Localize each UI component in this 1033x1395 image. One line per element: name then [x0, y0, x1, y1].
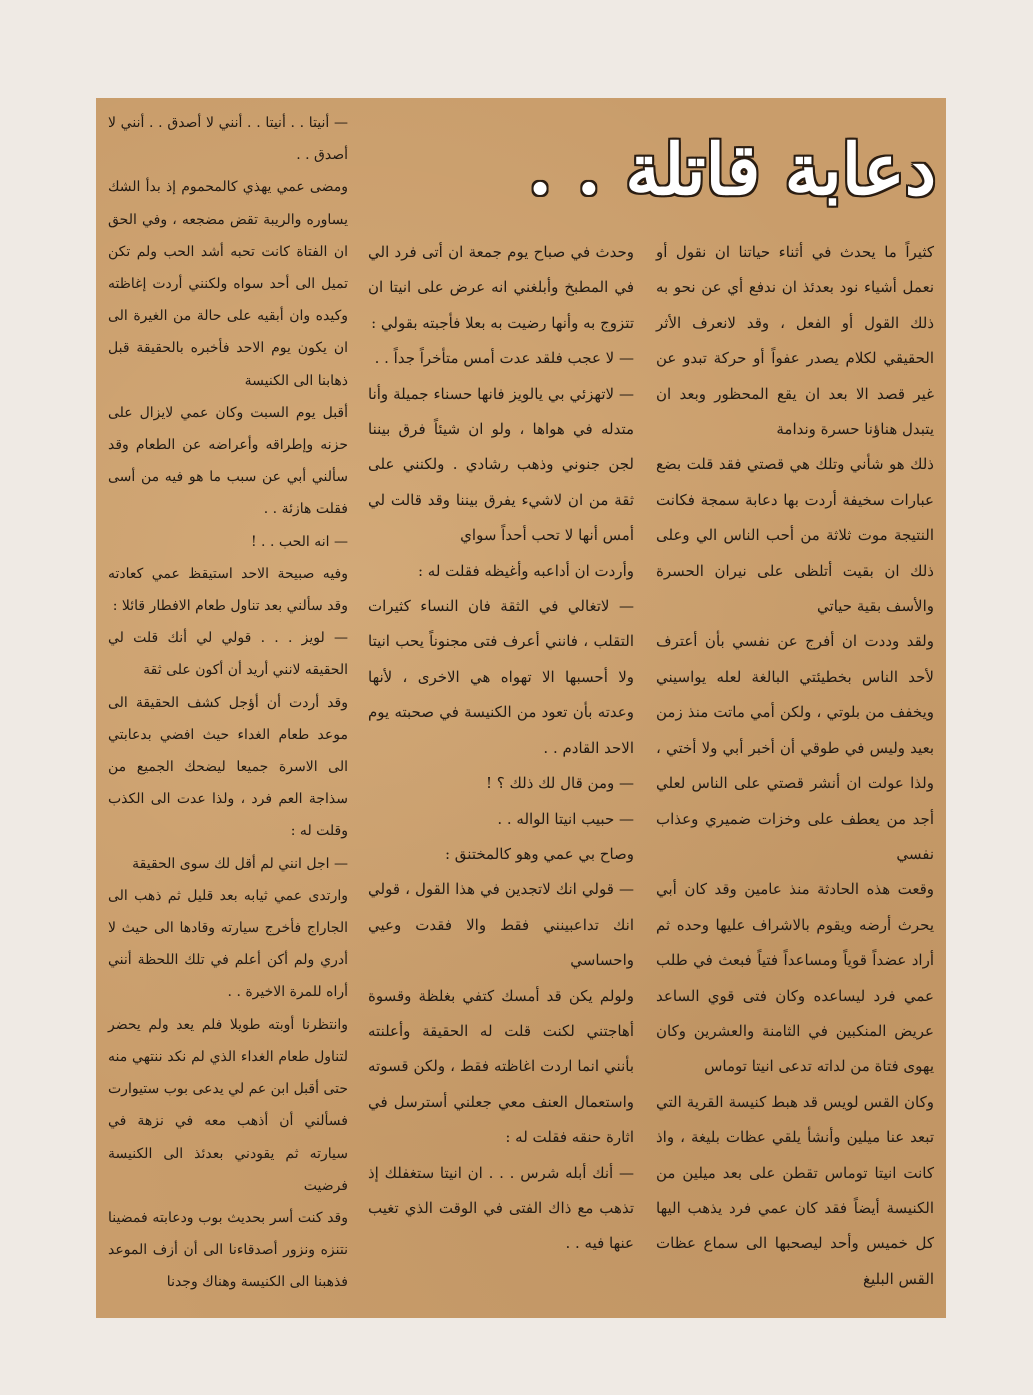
column-middle	[368, 235, 634, 1262]
paragraph: أقبل يوم السبت وكان عمي لايزال على حزنه وإطراقه وأعراضه عن الطعام وقد سألني أبي عن سبب ما هو فيه من أسى فقلت هازئة . .	[108, 404, 348, 518]
paragraph: — قولي انك لاتجدين في هذا القول ، قولي انك تداعبينني فقط والا فقدت وعيي واحساسي	[368, 880, 634, 970]
paragraph: كثيراً ما يحدث في أثناء حياتنا ان نقول أو نعمل أشياء نود بعدئذ ان ندفع أي عن نحو به ذلك القول أو الفعل ، وقد لانعرف الأثر الحقيقي لكلام يصدر عفواً أو حركة تبدو عن غير قصد الا بعد ان يقع المحظور وبعد ان يتبدل هناؤنا حسرة وندامة	[656, 243, 934, 439]
paragraph: — أنيتا . . أنيتا . . أنني لا أصدق . . أنني لا أصدق . .	[108, 115, 348, 164]
article-title: دعابة قاتلة . .	[527, 128, 936, 211]
paragraph: — لا عجب فلقد عدت أمس متأخراً جداً . .	[374, 349, 634, 368]
paragraph: ولقد وددت ان أفرج عن نفسي بأن أعترف لأحد الناس بخطيئتي البالغة لعله يواسيني ويخفف من بلوتي ، ولكن أمي ماتت منذ زمن بعيد وليس في طوقي أن أخبر أبي ولا أختي ، ولذا عولت ان أنشر قصتي على الناس لعلي أجد من يعطف على وخزات ضميري وعذاب نفسي	[656, 632, 934, 863]
paragraph: — حبيب انيتا الواله . .	[497, 809, 634, 828]
paragraph: وانتظرنا أوبته طويلا فلم يعد ولم يحضر لتناول طعام الغداء الذي لم نكد ننتهي منه حتى أقبل ابن عم لي يدعى بوب ستيوارت فسألني أن أذهب معه في نزهة في سيارته ثم يقودني بعدئذ الى الكنيسة فرضيت	[108, 1016, 348, 1194]
paragraph: وقد كنت أسر بحديث بوب ودعابته فمضينا نتنزه ونزور أصدقاءنا الى أن أزف الموعد فذهبنا الى الكنيسة وهناك وجدنا	[108, 1209, 348, 1291]
paragraph: — ومن قال لك ذلك ؟ !	[485, 774, 634, 793]
paragraph: وفيه صبيحة الاحد استيقظ عمي كعادته وقد سألني بعد تناول طعام الافطار قائلا :	[108, 565, 348, 615]
paragraph: وصاح بي عمي وهو كالمختنق :	[444, 844, 634, 863]
paragraph: — انه الحب . . !	[250, 533, 348, 550]
paragraph: ومضى عمي يهذي كالمحموم إذ بدأ الشك يساوره والريبة تقض مضجعه ، وفي الحق ان الفتاة كانت تحبه أشد الحب ولم تكن تميل الى أحد سواه ولكنني أردت إغاظته وكيده وان أبقيه على حالة من الغيرة الى ان يكون يوم الاحد فأخبره بالحقيقة قبل ذهابنا الى الكنيسة	[108, 179, 348, 389]
column-left	[108, 107, 348, 1299]
paragraph: وحدث في صباح يوم جمعة ان أتى فرد الي في المطبخ وأبلغني انه عرض على انيتا ان تتزوج به وأنها رضيت به بعلا فأجبته بقولي :	[368, 243, 634, 332]
paragraph: — اجل انني لم أقل لك سوى الحقيقة	[132, 855, 348, 872]
paragraph: وقد أردت أن أؤجل كشف الحقيقة الى موعد طعام الغداء حيث افضي بدعابتي الى الاسرة جميعا ليضحك الجميع من سذاجة العم فرد ، ولذا عدت الى الكذب وقلت له :	[108, 694, 348, 840]
paragraph: — لاتغالي في الثقة فان النساء كثيرات التقلب ، فانني أعرف فتى مجنوناً يحب انيتا ولا أحسبها الا تهواه هي الاخرى ، لأنها وعدته بأن تعود من الكنيسة في صحبته يوم الاحد القادم . .	[368, 597, 634, 757]
paragraph: — لاتهزئي بي يالويز فانها حسناء جميلة وأنا متدله في هواها ، ولو ان شيئاً فرق بيننا لجن جنوني وذهب رشادي . ولكنني على ثقة من ان لاشيء يفرق بيننا وقد قالت لي أمس أنها لا تحب أحداً سواي	[368, 384, 634, 545]
paragraph: وأردت ان أداعبه وأغيظه فقلت له :	[417, 561, 634, 580]
paragraph: — أنك أبله شرس . . . ان انيتا ستغفلك إذ تذهب مع ذاك الفتى في الوقت الذي تغيب عنها فيه . .	[368, 1163, 634, 1253]
newspaper-page	[96, 98, 946, 1318]
paragraph: ولولم يكن قد أمسك كتفي بغلظة وقسوة أهاجتني لكنت قلت له الحقيقة وأعلنته بأنني انما اردت اغاظته فقط ، ولكن قسوته واستعمال العنف معي جعلني أسترسل في اثارة حنقه فقلت له :	[368, 986, 634, 1147]
column-right	[656, 235, 934, 1297]
paragraph: — لويز . . . قولي لي أنك قلت لي الحقيقه لانني أريد أن أكون على ثقة	[108, 630, 348, 679]
paragraph: وكان القس لويس قد هبط كنيسة القرية التي تبعد عنا ميلين وأنشأ يلقي عظات بليغة ، واذ كانت انيتا توماس تقطن على بعد ميلين من الكنيسة أيضاً فقد كان عمي فرد يذهب اليها كل خميس وأحد ليصحبها الى سماع عظات القس البليغ	[656, 1092, 934, 1288]
paragraph: ذلك هو شأني وتلك هي قصتي فقد قلت بضع عبارات سخيفة أردت بها دعابة سمجة فكانت النتيجة موت ثلاثة من أحب الناس الي وعلى ذلك ان بقيت أتلظى على نيران الحسرة والأسف بقية حياتي	[656, 455, 934, 616]
paragraph: وقعت هذه الحادثة منذ عامين وقد كان أبي يحرث أرضه ويقوم بالاشراف عليها وحده ثم أراد عضداً قوياً ومساعداً فتياً فبعث في طلب عمي فرد ليساعده وكان فتى قوي الساعد عريض المنكبين في الثامنة والعشرين وكان يهوى فتاة من لداته تدعى انيتا توماس	[656, 880, 934, 1076]
paragraph: وارتدى عمي ثيابه بعد قليل ثم ذهب الى الجاراج فأخرج سيارته وقادها الى حيث لا أدري ولم أكن أعلم في تلك اللحظة أنني أراه للمرة الاخيرة . .	[108, 887, 348, 1001]
